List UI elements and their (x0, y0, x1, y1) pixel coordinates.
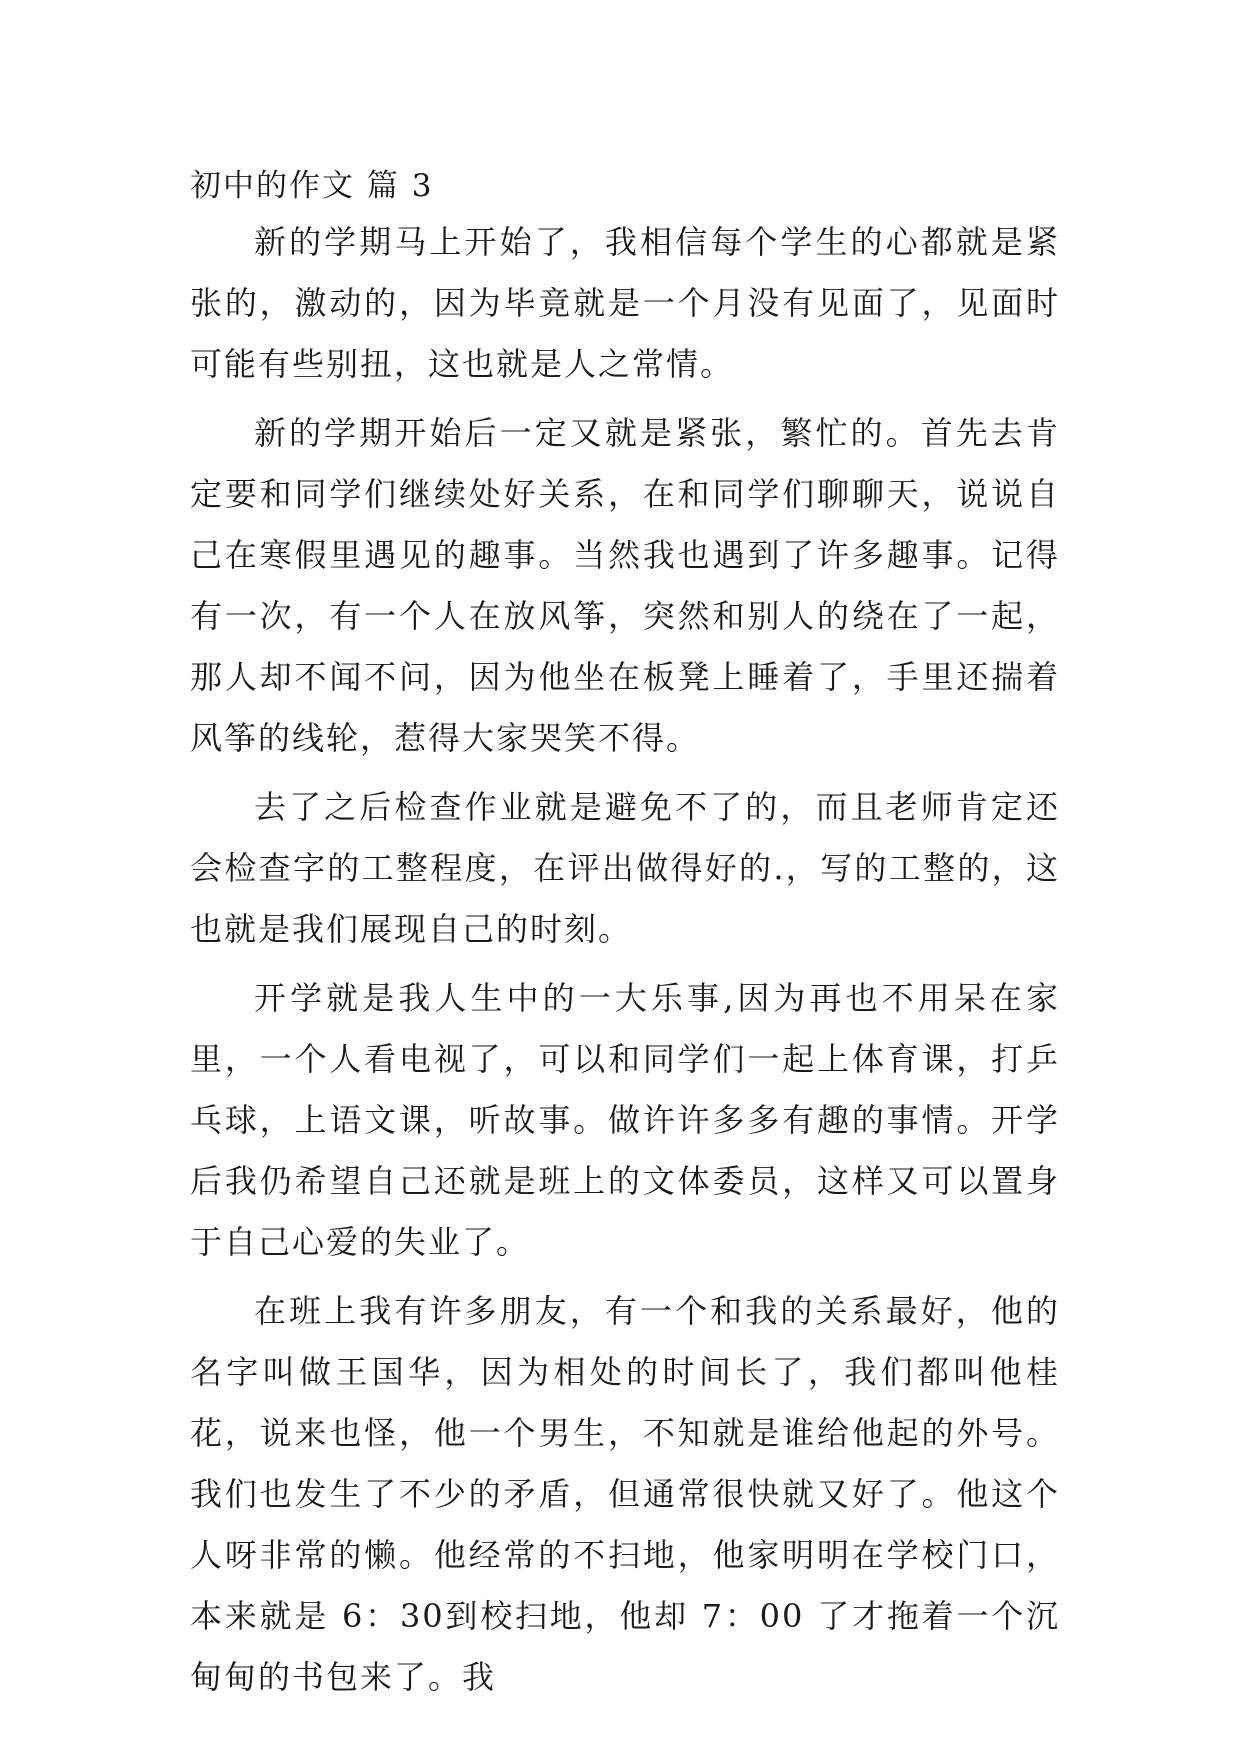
paragraph-4: 开学就是我人生中的一大乐事,因为再也不用呆在家里，一个人看电视了，可以和同学们一起上体育课，打乒乓球，上语文课，听故事。做许许多多有趣的事情。开学后我仍希望自己还就是班上的文体委员，这样又可以置身于自己心爱的失业了。 (190, 979, 1060, 1261)
paragraph-5: 在班上我有许多朋友，有一个和我的关系最好，他的名字叫做王国华，因为相处的时间长了，我们都叫他桂花，说来也怪，他一个男生，不知就是谁给他起的外号。我们也发生了不少的矛盾，但通常很快就又好了。他这个人呀非常的懒。他经常的不扫地，他家明明在学校门口，本来就是 6：30到校扫地，他却 7：00 了才拖着一个沉甸甸的书包来了。我 (190, 1292, 1060, 1696)
essay-title: 初中的作文 篇 3 (190, 168, 434, 204)
document-page (190, 160, 1060, 1716)
paragraph-3: 去了之后检查作业就是避免不了的，而且老师肯定还会检查字的工整程度，在评出做得好的.，写的工整的，这也就是我们展现自己的时刻。 (190, 788, 1060, 948)
paragraph-2: 新的学期开始后一定又就是紧张，繁忙的。首先去肯定要和同学们继续处好关系，在和同学们聊聊天，说说自己在寒假里遇见的趣事。当然我也遇到了许多趣事。记得有一次，有一个人在放风筝，突然和别人的绕在了一起，那人却不闻不问，因为他坐在板凳上睡着了，手里还揣着风筝的线轮，惹得大家哭笑不得。 (190, 414, 1060, 757)
paragraph-1: 新的学期马上开始了，我相信每个学生的心都就是紧张的，激动的，因为毕竟就是一个月没有见面了，见面时可能有些别扭，这也就是人之常情。 (190, 223, 1060, 383)
